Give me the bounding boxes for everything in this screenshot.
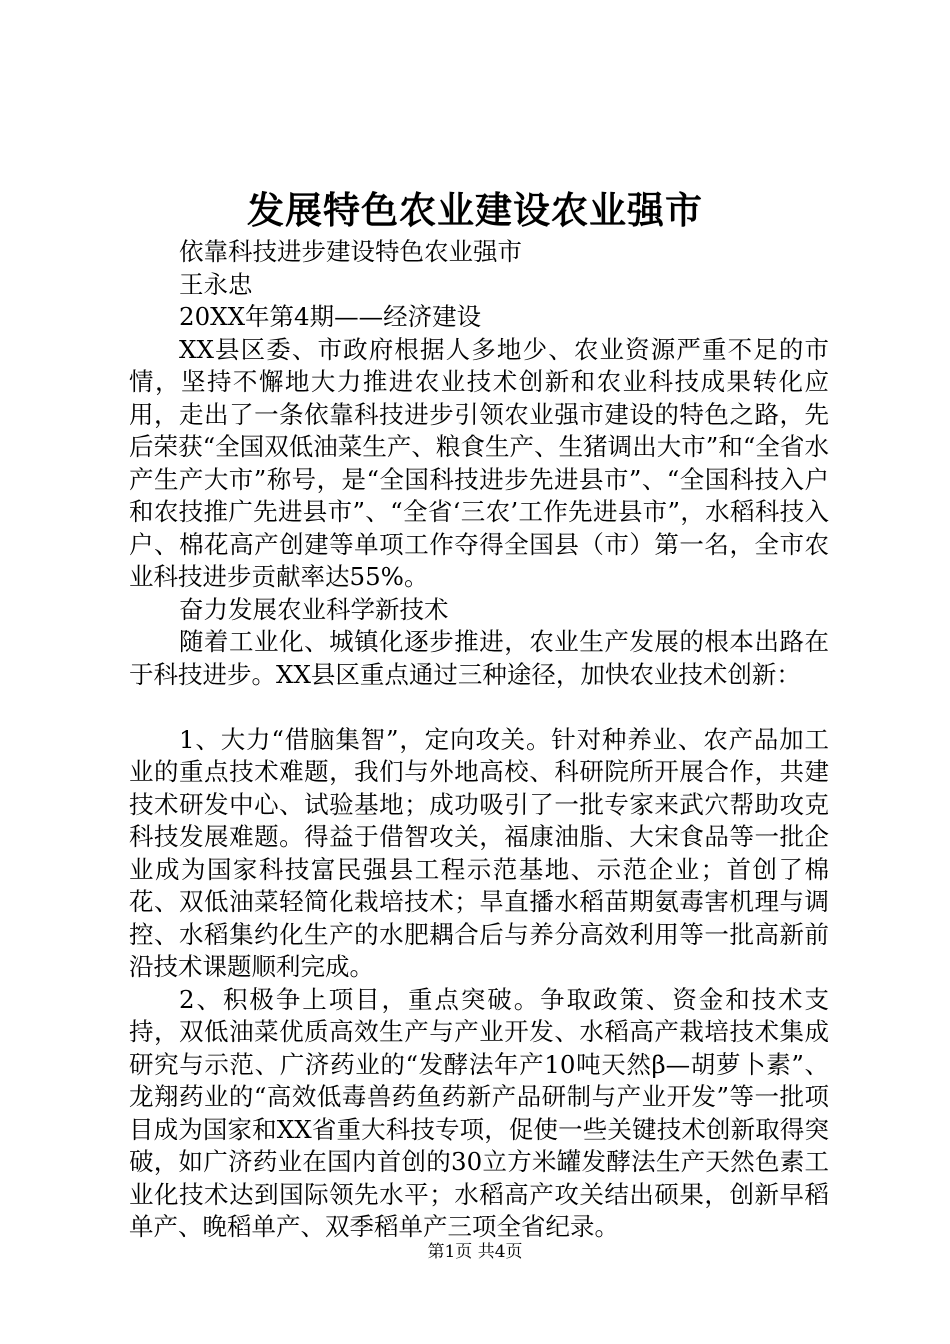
document-subtitle: 依靠科技进步建设特色农业强市 (179, 237, 522, 266)
paragraph-item-2: 2、积极争上项目，重点突破。争取政策、资金和技术支持，双低油菜优质高效生产与产业开发、水稻高产栽培技术集成研究与示范、广济药业的“发酵法年产10吨天然β—胡萝卜素”、龙翔药业的“高效低毒兽药鱼药新产品研制与产业开发”等一批项目成为国家和XX省重大科技专项，促使一些关键技术创新取得突破，如广济药业在国内首创的30立方米罐发酵法生产天然色素工业化技术达到国际领先水平；水稻高产攻关结出硕果，创新早稻单产、晚稻单产、双季稻单产三项全省纪录。 (129, 984, 829, 1241)
section-heading: 奋力发展农业科学新技术 (179, 594, 449, 624)
page-footer: 第1页 共4页 (427, 1242, 523, 1262)
document-body (129, 236, 829, 1244)
document-title: 发展特色农业建设农业强市 (247, 188, 703, 232)
paragraph-overview: 随着工业化、城镇化逐步推进，农业生产发展的根本出路在于科技进步。XX县区重点通过三种途径，加快农业技术创新： (129, 627, 829, 689)
paragraph-item-1: 1、大力“借脑集智”，定向攻关。针对种养业、农产品加工业的重点技术难题，我们与外地高校、科研院所开展合作，共建技术研发中心、试验基地；成功吸引了一批专家来武穴帮助攻克科技发展难题。得益于借智攻关，福康油脂、大宋食品等一批企业成为国家科技富民强县工程示范基地、示范企业；首创了棉花、双低油菜轻简化栽培技术；旱直播水稻苗期氨毒害机理与调控、水稻集约化生产的水肥耦合后与养分高效利用等一批高新前沿技术课题顺利完成。 (129, 724, 829, 981)
blank-line (129, 691, 829, 724)
document-issue: 20XX年第4期——经济建设 (179, 302, 482, 331)
document-author: 王永忠 (179, 269, 253, 299)
paragraph-intro: XX县区委、市政府根据人多地少、农业资源严重不足的市情，坚持不懈地大力推进农业技术创新和农业科技成果转化应用，走出了一条依靠科技进步引领农业强市建设的特色之路，先后荣获“全国双低油菜生产、粮食生产、生猪调出大市”和“全省水产生产大市”称号，是“全国科技进步先进县市”、“全国科技入户和农技推广先进县市”、“全省‘三农’工作先进县市”，水稻科技入户、棉花高产创建等单项工作夺得全国县（市）第一名，全市农业科技进步贡献率达55%。 (129, 334, 829, 591)
